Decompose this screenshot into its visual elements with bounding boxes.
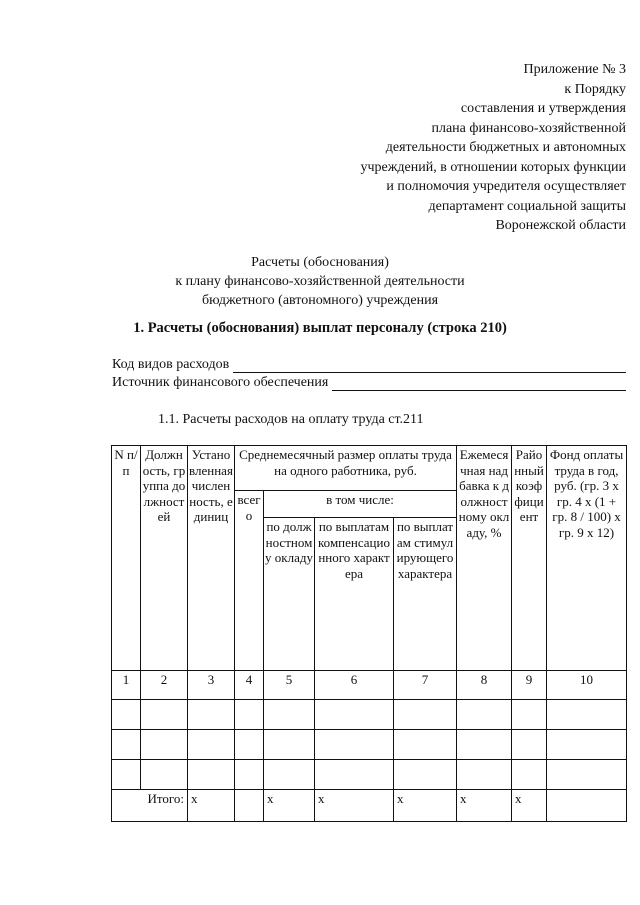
appendix-line: Воронежской области bbox=[495, 218, 626, 233]
title-line: бюджетного (автономного) учреждения bbox=[201, 293, 439, 308]
table-cell bbox=[394, 760, 457, 790]
table-cell bbox=[315, 700, 394, 730]
total-cell: x bbox=[264, 790, 315, 822]
column-number: 10 bbox=[547, 671, 627, 700]
appendix-line: к Порядку bbox=[564, 81, 626, 97]
total-cell: x bbox=[394, 790, 457, 822]
header-num: N п/п bbox=[112, 446, 141, 671]
expense-code-label: Код видов расходов bbox=[112, 357, 230, 372]
total-cell: x bbox=[188, 790, 235, 822]
table-cell bbox=[315, 730, 394, 760]
table-cell bbox=[457, 730, 512, 760]
table-cell bbox=[394, 730, 457, 760]
total-cell: x bbox=[457, 790, 512, 822]
table-cell bbox=[512, 730, 547, 760]
table-cell bbox=[188, 760, 235, 790]
column-number: 4 bbox=[235, 671, 264, 700]
total-label: Итого: bbox=[112, 790, 188, 822]
header-by-salary: по должностному окладу bbox=[264, 518, 315, 671]
table-cell bbox=[547, 760, 627, 790]
table-cell bbox=[112, 700, 141, 730]
table-cell bbox=[188, 700, 235, 730]
document-title bbox=[0, 253, 640, 310]
salary-calculation-table bbox=[111, 445, 627, 822]
table-cell bbox=[547, 730, 627, 760]
funding-source-blank bbox=[332, 376, 626, 391]
table-cell bbox=[547, 700, 627, 730]
column-number: 9 bbox=[512, 671, 547, 700]
header-total: всего bbox=[235, 491, 264, 671]
header-including: в том числе: bbox=[264, 491, 457, 518]
header-regional-coeff: Районный коэффициент bbox=[512, 446, 547, 671]
subsection-heading: 1.1. Расчеты расходов на оплату труда ст.211 bbox=[158, 412, 424, 427]
appendix-line: составления и утверждения bbox=[460, 101, 626, 116]
header-compensatory: по выплатам компенсационного характера bbox=[315, 518, 394, 671]
total-cell bbox=[547, 790, 627, 822]
appendix-reference bbox=[361, 60, 627, 236]
appendix-line: плана финансово-хозяйственной bbox=[431, 120, 626, 136]
header-monthly-bonus: Ежемесячная надбавка к должностному окладу, % bbox=[457, 446, 512, 671]
column-number: 5 bbox=[264, 671, 315, 700]
table-cell bbox=[141, 760, 188, 790]
header-position: Должность, группа должностей bbox=[141, 446, 188, 671]
appendix-line: департамент социальной защиты bbox=[428, 198, 626, 214]
table-cell bbox=[315, 760, 394, 790]
header-annual-fund: Фонд оплаты труда в год, руб. (гр. 3 x гр. 4 x (1 + гр. 8 / 100) x гр. 9 x 12) bbox=[547, 446, 627, 671]
table-cell bbox=[512, 760, 547, 790]
column-number: 3 bbox=[188, 671, 235, 700]
total-cell: x bbox=[512, 790, 547, 822]
table-cell bbox=[235, 760, 264, 790]
table-cell bbox=[264, 730, 315, 760]
header-incentive: по выплатам стимулирующего характера bbox=[394, 518, 457, 671]
column-number: 7 bbox=[394, 671, 457, 700]
expense-code-blank bbox=[233, 358, 626, 373]
appendix-line: и полномочия учредителя осуществляет bbox=[386, 179, 626, 194]
title-line: к плану финансово-хозяйственной деятельности bbox=[175, 274, 465, 289]
appendix-line: деятельности бюджетных и автономных bbox=[385, 140, 626, 155]
table-cell bbox=[235, 700, 264, 730]
table-cell bbox=[112, 760, 141, 790]
section-heading: 1. Расчеты (обоснования) выплат персоналу (строка 210) bbox=[133, 320, 507, 336]
total-cell: x bbox=[315, 790, 394, 822]
expense-code-field bbox=[112, 357, 626, 373]
table-row bbox=[112, 760, 627, 790]
table-cell bbox=[457, 700, 512, 730]
table-cell bbox=[141, 730, 188, 760]
appendix-line: учреждений, в отношении которых функции bbox=[360, 159, 626, 175]
column-number: 8 bbox=[457, 671, 512, 700]
appendix-line: Приложение № 3 bbox=[523, 62, 626, 77]
table-cell bbox=[235, 730, 264, 760]
table-cell bbox=[264, 760, 315, 790]
funding-source-label: Источник финансового обеспечения bbox=[112, 375, 329, 390]
total-cell bbox=[235, 790, 264, 822]
table-cell bbox=[141, 700, 188, 730]
column-number: 6 bbox=[315, 671, 394, 700]
funding-source-field bbox=[112, 375, 626, 391]
table-cell bbox=[112, 730, 141, 760]
table-cell bbox=[188, 730, 235, 760]
column-numbers-row bbox=[112, 671, 627, 700]
table-row bbox=[112, 700, 627, 730]
header-headcount: Установленная численность, единиц bbox=[188, 446, 235, 671]
total-row bbox=[112, 790, 627, 822]
table-cell bbox=[264, 700, 315, 730]
header-avg-monthly: Среднемесячный размер оплаты труда на одного работника, руб. bbox=[235, 446, 457, 491]
table-cell bbox=[457, 760, 512, 790]
column-number: 2 bbox=[141, 671, 188, 700]
column-number: 1 bbox=[112, 671, 141, 700]
table-cell bbox=[512, 700, 547, 730]
table-cell bbox=[394, 700, 457, 730]
title-line: Расчеты (обоснования) bbox=[251, 255, 389, 270]
table-row bbox=[112, 730, 627, 760]
